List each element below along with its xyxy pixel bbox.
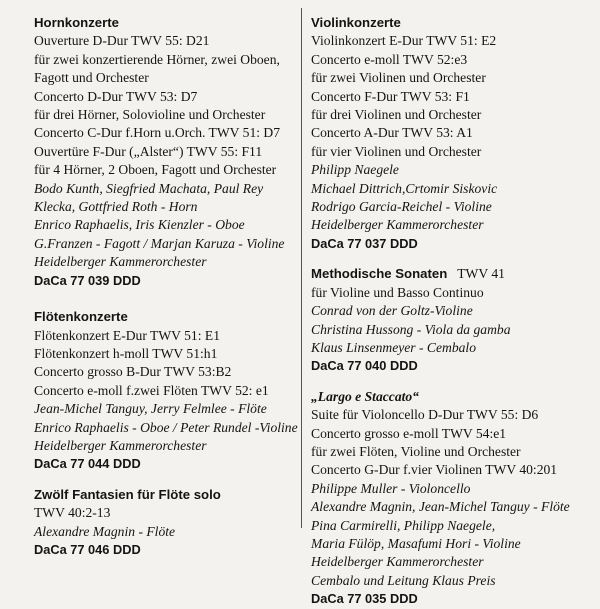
catalog-number: DaCa 77 040 DDD xyxy=(311,358,418,374)
heading-suffix: TWV 41 xyxy=(447,266,505,282)
section-heading: Methodische Sonaten xyxy=(311,266,448,282)
performer-line: Cembalo und Leitung Klaus Preis xyxy=(311,572,496,588)
performer-line: Heidelberger Kammerorchester xyxy=(311,554,484,570)
work-line: TWV 40:2-13 xyxy=(34,505,111,521)
work-line: Concerto C-Dur f.Horn u.Orch. TWV 51: D7 xyxy=(34,125,281,141)
work-line: für drei Hörner, Solovioline und Orchester xyxy=(34,107,266,123)
work-line: Violinkonzert E-Dur TWV 51: E2 xyxy=(311,33,497,49)
performer-line: Pina Carmirelli, Philipp Naegele, xyxy=(311,517,496,533)
work-line: Concerto grosso B-Dur TWV 53:B2 xyxy=(34,364,232,380)
performer-line: Heidelberger Kammerorchester xyxy=(311,217,484,233)
work-line: für zwei Flöten, Violine und Orchester xyxy=(311,443,521,459)
work-line: für zwei konzertierende Hörner, zwei Oboen, xyxy=(34,51,280,67)
performer-line: Klaus Linsenmeyer - Cembalo xyxy=(311,339,476,355)
performer-line: Alexandre Magnin - Flöte xyxy=(34,523,176,539)
performer-line: Rodrigo Garcia-Reichel - Violine xyxy=(311,199,492,215)
work-line: Flötenkonzert h-moll TWV 51:h1 xyxy=(34,345,218,361)
performer-line: Christina Hussong - Viola da gamba xyxy=(311,321,511,337)
work-line: Flötenkonzert E-Dur TWV 51: E1 xyxy=(34,327,220,343)
work-line: Concerto grosso e-moll TWV 54:e1 xyxy=(311,425,507,441)
work-line: Ouvertüre F-Dur („Alster“) TWV 55: F11 xyxy=(34,143,263,159)
performer-line: Heidelberger Kammerorchester xyxy=(34,437,207,453)
catalog-number: DaCa 77 039 DDD xyxy=(34,272,141,288)
work-line: für 4 Hörner, 2 Oboen, Fagott und Orchester xyxy=(34,162,277,178)
catalog-number: DaCa 77 035 DDD xyxy=(311,591,418,607)
work-line: für Violine und Basso Continuo xyxy=(311,284,484,300)
catalog-number: DaCa 77 046 DDD xyxy=(34,541,141,557)
column-divider xyxy=(301,8,302,528)
work-line: Concerto D-Dur TWV 53: D7 xyxy=(34,88,198,104)
section-heading: Zwölf Fantasien für Flöte solo xyxy=(34,486,221,502)
left-column xyxy=(34,14,296,559)
performer-line: Michael Dittrich,Crtomir Siskovic xyxy=(311,180,498,196)
performer-line: Alexandre Magnin, Jean-Michel Tanguy - Flöte xyxy=(311,499,570,515)
work-line: Concerto e-moll f.zwei Flöten TWV 52: e1 xyxy=(34,382,269,398)
performer-line: Maria Fülöp, Masafumi Hori - Violine xyxy=(311,535,521,551)
work-line: Concerto G-Dur f.vier Violinen TWV 40:201 xyxy=(311,462,558,478)
right-column xyxy=(311,14,593,609)
performer-line: Klecka, Gottfried Roth - Horn xyxy=(34,199,198,215)
performer-line: Enrico Raphaelis, Iris Kienzler - Oboe xyxy=(34,217,245,233)
performer-line: Conrad von der Goltz-Violine xyxy=(311,303,473,319)
performer-line: Bodo Kunth, Siegfried Machata, Paul Rey xyxy=(34,180,264,196)
work-line: Ouverture D-Dur TWV 55: D21 xyxy=(34,33,210,49)
section-heading: „Largo e Staccato“ xyxy=(311,388,419,404)
work-line: Fagott und Orchester xyxy=(34,70,149,86)
work-line: für drei Violinen und Orchester xyxy=(311,107,482,123)
work-line: für zwei Violinen und Orchester xyxy=(311,70,486,86)
catalog-number: DaCa 77 044 DDD xyxy=(34,456,141,472)
section-heading: Hornkonzerte xyxy=(34,15,119,30)
section-heading: Flötenkonzerte xyxy=(34,309,128,325)
section-heading-row xyxy=(311,265,593,283)
performer-line: Heidelberger Kammerorchester xyxy=(34,254,207,270)
performer-line: Philipp Naegele xyxy=(311,162,399,178)
work-line: Suite für Violoncello D-Dur TWV 55: D6 xyxy=(311,407,539,423)
performer-line: Enrico Raphaelis - Oboe / Peter Rundel -Violine xyxy=(34,419,298,435)
work-line: Concerto A-Dur TWV 53: A1 xyxy=(311,125,473,141)
performer-line: G.Franzen - Fagott / Marjan Karuza - Violine xyxy=(34,235,285,251)
work-line: Concerto e-moll TWV 52:e3 xyxy=(311,51,468,67)
performer-line: Philippe Muller - Violoncello xyxy=(311,480,471,496)
performer-line: Jean-Michel Tanguy, Jerry Felmlee - Flöte xyxy=(34,401,267,417)
section-heading: Violinkonzerte xyxy=(311,15,401,30)
catalog-number: DaCa 77 037 DDD xyxy=(311,235,418,251)
work-line: Concerto F-Dur TWV 53: F1 xyxy=(311,88,470,104)
work-line: für vier Violinen und Orchester xyxy=(311,143,482,159)
